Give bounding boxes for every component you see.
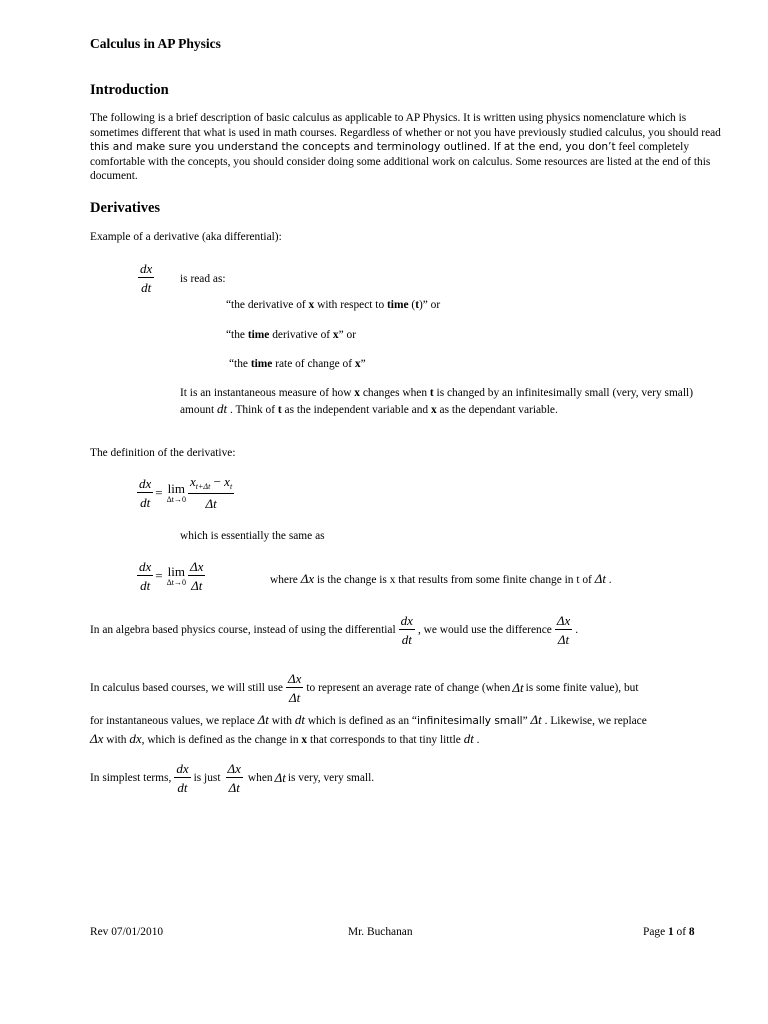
derivative-fraction xyxy=(138,262,154,294)
definition-intro: The definition of the derivative: xyxy=(90,447,236,459)
frac-numerator: dx xyxy=(140,261,153,276)
intro-text-c: feel completely comfortable with the concepts, you should consider doing some additional work on calculus. Some resources are listed at the end of this document. xyxy=(90,141,711,182)
frac-denominator: dt xyxy=(141,280,152,295)
introduction-heading: Introduction xyxy=(90,82,169,98)
page-title: Calculus in AP Physics xyxy=(90,36,221,51)
calculus-paragraph-line2: for instantaneous values, we replace Δt with dt which is defined as an “infinitesimally small” Δt . Likewise, we replace xyxy=(90,712,647,727)
introduction-paragraph xyxy=(90,111,722,184)
reading-3: “the time rate of change of x” xyxy=(229,358,366,370)
simplest-terms: In simplest terms, $\frac{dx}{dt}$ is just $\frac{\Delta x}{\Delta t}$ when Δt is very, very small. xyxy=(90,761,375,795)
intro-text-b: this and make sure you understand the concepts and terminology outlined. If at the end, you don’t xyxy=(90,141,616,153)
footer-page-number: Page 1 of 8 xyxy=(643,926,695,938)
where-text: where Δx is the change is x that results from some finite change in t of Δt . xyxy=(270,571,612,586)
calculus-paragraph-line3: Δx with dx, which is defined as the change in x that corresponds to that tiny little dt . xyxy=(90,731,480,746)
calculus-paragraph-line1: In calculus based courses, we will still use $\frac{\Delta x}{\Delta t}$ to represent an average rate of change (when Δt is some finite value), but xyxy=(90,671,639,705)
reading-2: “the time derivative of x” or xyxy=(226,329,357,341)
is-read-as: is read as: xyxy=(180,273,226,285)
intro-text-a: The following is a brief description of basic calculus as applicable to AP Physics. It is written using physics nomenclature which is sometimes different that what is used in math courses. Regardless of whether or not you have previously studied calculus, you should read xyxy=(90,112,721,139)
algebra-paragraph: In an algebra based physics course, instead of using the differential $\frac{dx}{dt}$ , we would use the difference $\frac{\Delta x}{\Delta t}$ . xyxy=(90,613,579,647)
derivatives-heading: Derivatives xyxy=(90,200,161,216)
definition-equation: $\frac{dx}{dt}$ = lim Δt→0 $\frac{x_{t+\Delta t} - x_t}{\Delta t}$ xyxy=(139,474,233,511)
footer-author: Mr. Buchanan xyxy=(348,926,413,938)
limit-equation: $\frac{dx}{dt}$ = lim Δt→0 $\frac{\Delta x}{\Delta t}$ xyxy=(139,559,204,593)
reading-1: “the derivative of x with respect to time (t)” or xyxy=(226,299,441,311)
same-as: which is essentially the same as xyxy=(180,530,325,542)
example-intro: Example of a derivative (aka differential): xyxy=(90,231,282,243)
instantaneous-paragraph: It is an instantaneous measure of how x changes when t is changed by an infinitesimally small (very, very small) amount dt . Think of t as the independent variable and x as the dependant variable. xyxy=(180,387,693,416)
footer-revision: Rev 07/01/2010 xyxy=(90,926,164,938)
